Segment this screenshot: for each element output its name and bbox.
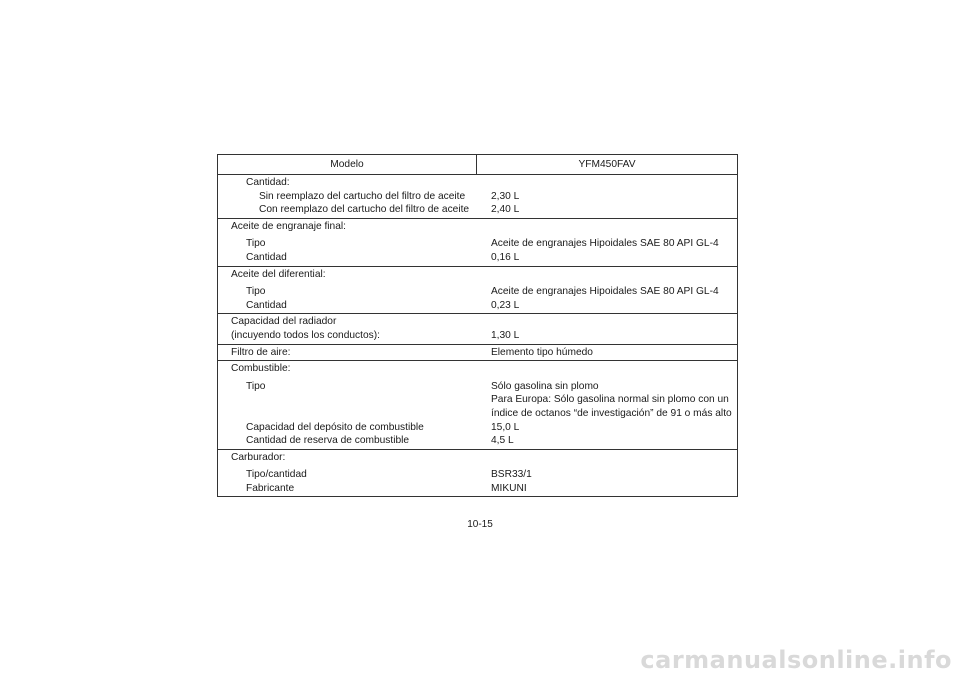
table-row	[218, 346, 737, 360]
row-value: Sólo gasolina sin plomo	[491, 380, 599, 392]
header-model-value: YFM450FAV	[578, 159, 636, 170]
table-row	[218, 268, 737, 282]
row-value	[477, 176, 737, 190]
table-row	[218, 421, 737, 435]
row-label: Capacidad del radiador	[231, 316, 337, 328]
row-label: Tipo	[246, 238, 266, 250]
row-label: Cantidad	[246, 251, 287, 263]
table-row	[218, 285, 737, 299]
row-label: Aceite de engranaje final:	[231, 220, 346, 232]
row-label: Tipo/cantidad	[246, 469, 307, 481]
table-section	[218, 450, 737, 497]
row-value: Aceite de engranajes Hipoidales SAE 80 API GL-4	[491, 238, 719, 250]
row-value: BSR33/1	[491, 469, 532, 481]
watermark-text: carmanualsonline.info	[640, 646, 952, 674]
row-label: Combustible:	[231, 363, 291, 375]
row-label: Tipo	[246, 286, 266, 298]
table-row	[218, 251, 737, 265]
row-label: Sin reemplazo del cartucho del filtro de aceite	[259, 190, 466, 202]
table-row	[218, 203, 737, 217]
table-body	[218, 175, 737, 496]
table-row	[218, 393, 737, 407]
table-row	[218, 315, 737, 329]
row-value	[477, 315, 737, 329]
row-label: Filtro de aire:	[231, 346, 291, 358]
row-label: Capacidad del depósito de combustible	[246, 421, 424, 433]
row-value: índice de octanos “de investigación” de 91 o más alto	[491, 407, 732, 419]
row-label: Aceite del diferential:	[231, 268, 326, 280]
table-section	[218, 267, 737, 315]
table-row	[218, 190, 737, 204]
row-value: 4,5 L	[491, 435, 514, 447]
table-row	[218, 329, 737, 343]
table-section	[218, 345, 737, 362]
row-value: 0,16 L	[491, 251, 520, 263]
row-value: 15,0 L	[491, 421, 520, 433]
row-label: (incuyendo todos los conductos):	[231, 329, 380, 341]
spec-table	[217, 154, 738, 497]
table-row	[218, 407, 737, 421]
row-value: 2,30 L	[491, 190, 520, 202]
table-row	[218, 299, 737, 313]
table-row	[218, 434, 737, 448]
row-value: 0,23 L	[491, 299, 520, 311]
table-row	[218, 451, 737, 465]
row-label: Carburador:	[231, 451, 286, 463]
row-label: Cantidad:	[246, 177, 290, 188]
row-value: Aceite de engranajes Hipoidales SAE 80 API GL-4	[491, 286, 719, 298]
row-value: MIKUNI	[491, 482, 527, 494]
table-row	[218, 468, 737, 482]
row-label: Tipo	[246, 380, 266, 392]
row-value: 1,30 L	[491, 329, 520, 341]
row-value	[477, 451, 737, 465]
table-section	[218, 175, 737, 219]
table-row	[218, 380, 737, 394]
row-label	[218, 407, 477, 421]
table-section	[218, 361, 737, 450]
row-value: Para Europa: Sólo gasolina normal sin plomo con un	[491, 394, 729, 406]
row-value	[477, 268, 737, 282]
table-row	[218, 237, 737, 251]
table-row	[218, 362, 737, 376]
row-value	[477, 362, 737, 376]
row-value	[477, 220, 737, 234]
page-number: 10-15	[467, 519, 493, 530]
row-value: Elemento tipo húmedo	[491, 346, 593, 358]
row-label	[218, 393, 477, 407]
row-label: Cantidad de reserva de combustible	[246, 435, 410, 447]
table-section	[218, 314, 737, 344]
row-label: Cantidad	[246, 299, 287, 311]
header-model-label: Modelo	[218, 155, 477, 174]
row-label: Fabricante	[246, 482, 295, 494]
table-header	[218, 155, 737, 175]
table-section	[218, 219, 737, 267]
row-value: 2,40 L	[491, 204, 520, 216]
table-row	[218, 482, 737, 496]
row-label: Con reemplazo del cartucho del filtro de aceite	[259, 204, 470, 216]
table-row	[218, 220, 737, 234]
table-row	[218, 176, 737, 190]
